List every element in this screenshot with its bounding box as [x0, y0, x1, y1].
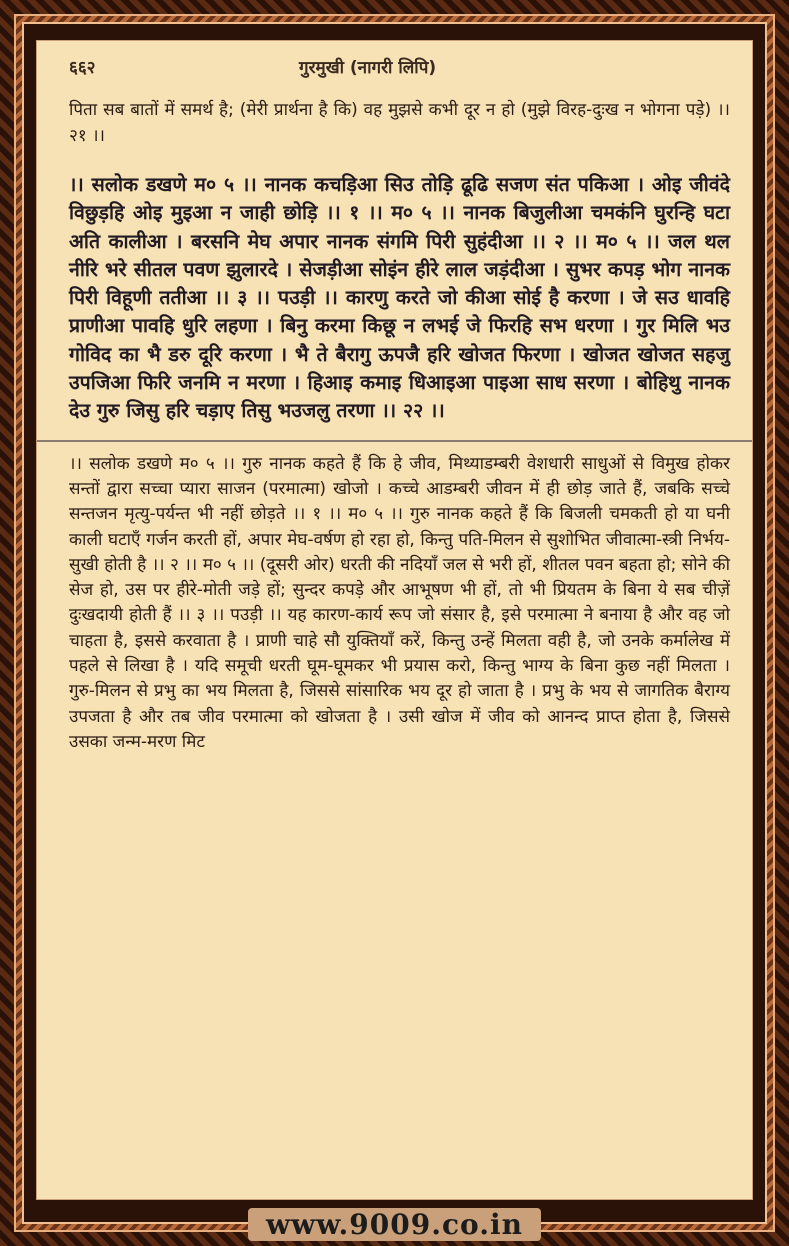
translation-paragraph: ।। सलोक डखणे म० ५ ।। गुरु नानक कहते हैं कि हे जीव, मिथ्याडम्बरी वेशधारी साधुओं से विमुख होकर सन्तों द्वारा सच्चा प्यारा साजन (परमात्मा) खोजो । कच्चे आडम्बरी जीवन में ही छोड़ जाते हैं, जबकि सच्चे सन्तजन मृत्यु-पर्यन्त भी नहीं छोड़ते ।। १ ।। म० ५ ।। गुरु नानक कहते हैं कि बिजली चमकती हो या घनी काली घटाएँ गर्जन करती हों, अपार मेघ-वर्षण हो रहा हो, किन्तु पति-मिलन से सुशोभित जीवात्मा-स्त्री निर्भय-सुखी होती है ।। २ ।। म० ५ ।। (दूसरी ओर) धरती की नदियाँ जल से भरी हों, शीतल पवन बहता हो; सोने की सेज हो, उस पर हीरे-मोती जड़े हों; सुन्दर कपड़े और आभूषण भी हों, तो भी प्रियतम के बिना ये सब चीज़ें दुःखदायी होती हैं ।। ३ ।। पउड़ी ।। यह कारण-कार्य रूप जो संसार है, इसे परमात्मा ने बनाया है और वह जो चाहता है, इससे करवाता है । प्राणी चाहे सौ युक्तियाँ करें, किन्तु उन्हें मिलता वही है, जो उनके कर्मालेख में पहले से लिखा है । यदि समूची धरती घूम-घूमकर भी प्रयास करो, किन्तु भाग्य के बिना कुछ नहीं मिलता । गुरु-मिलन से प्रभु का भय मिलता है, जिससे सांसारिक भय दूर हो जाता है । प्रभु के भय से जागतिक बैराग्य उपजता है और तब जीव परमात्मा को खोजता है । उसी खोज में जीव को आनन्द प्राप्त होता है, जिससे उसका जन्म-मरण मिट: [69, 453, 730, 752]
footer-url: [0, 1208, 789, 1244]
page-header: [69, 55, 730, 85]
page-title: गुरमुखी (नागरी लिपि): [299, 58, 437, 78]
scripture-page: [36, 40, 753, 1200]
website-url: www.9009.co.in: [248, 1208, 541, 1241]
section-divider: [37, 440, 752, 442]
intro-paragraph: पिता सब बातों में समर्थ है; (मेरी प्रार्थना है कि) वह मुझसे कभी दूर न हो (मुझे विरह-दुःख न भोगना पड़े) ।। २१ ।।: [69, 100, 730, 146]
page-number: ६६२: [69, 58, 96, 78]
verse-block: ।। सलोक डखणे म० ५ ।। नानक कचड़िआ सिउ तोड़ि ढूढि सजण संत पकिआ । ओइ जीवंदे विछुड़हि ओइ मुइआ न जाही छोड़ि ।। १ ।। म० ५ ।। नानक बिजुलीआ चमकंनि घुरन्हि घटा अति कालीआ । बरसनि मेघ अपार नानक संगमि पिरी सुहंदीआ ।। २ ।। म० ५ ।। जल थल नीरि भरे सीतल पवण झुलारदे । सेजड़ीआ सोइंन हीरे लाल जड़ंदीआ । सुभर कपड़ भोग नानक पिरी विहूणी ततीआ ।। ३ ।। पउड़ी ।। कारणु करते जो कीआ सोई है करणा । जे सउ धावहि प्राणीआ पावहि धुरि लहणा । बिनु करमा किछू न लभई जे फिरहि सभ धरणा । गुर मिलि भउ गोविद का भै डरु दूरि करणा । भै ते बैरागु ऊपजै हरि खोजत फिरणा । खोजत खोजत सहजु उपजिआ फिरि जनमि न मरणा । हिआइ कमाइ धिआइआ पाइआ साध सरणा । बोहिथु नानक देउ गुरु जिसु हरि चड़ाए तिसु भउजलु तरणा ।। २२ ।।: [69, 173, 730, 423]
